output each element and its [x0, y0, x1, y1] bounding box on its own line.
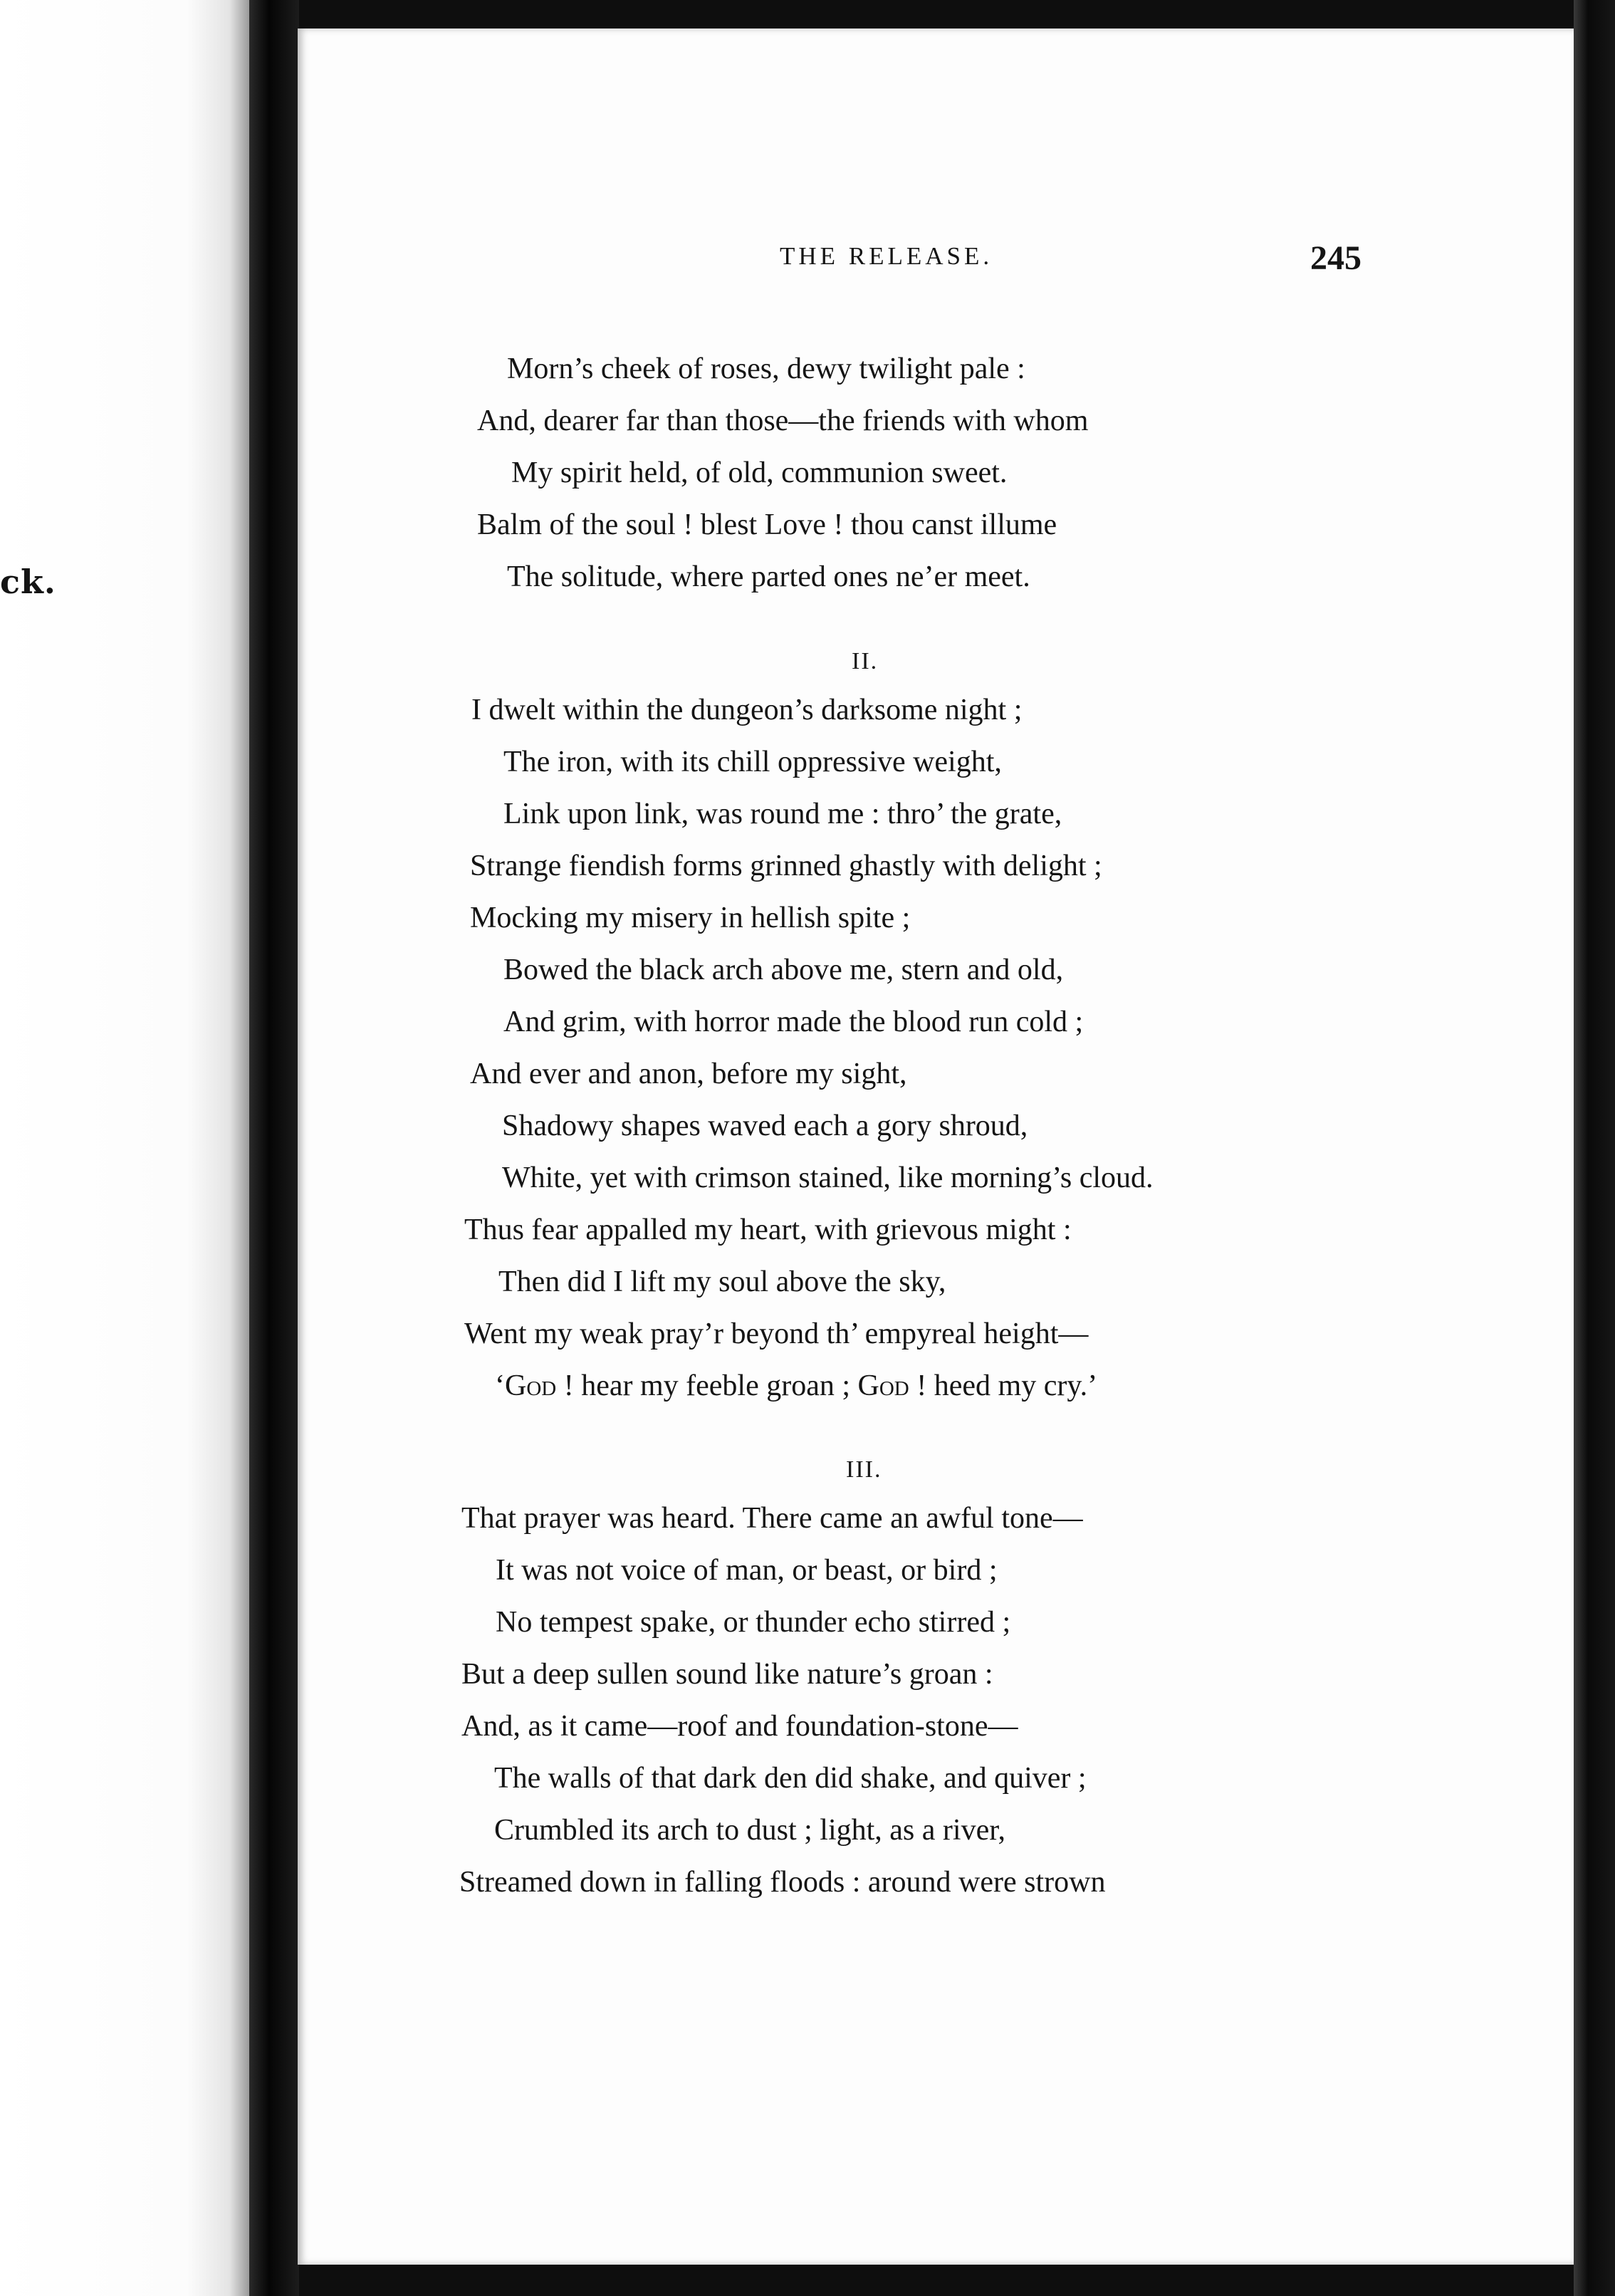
cry-line-god: God — [857, 1369, 909, 1402]
poem-line: Morn’s cheek of roses, dewy twilight pale : — [507, 353, 1025, 385]
poem-line: I dwelt within the dungeon’s darksome night ; — [471, 694, 1023, 726]
poem-line: And ever and anon, before my sight, — [470, 1058, 907, 1090]
poem-line: The walls of that dark den did shake, and quiver ; — [494, 1762, 1087, 1795]
cry-line-open: ‘ — [495, 1369, 505, 1402]
poem-line: And grim, with horror made the blood run cold ; — [503, 1006, 1084, 1038]
poem-line: Balm of the soul ! blest Love ! thou canst illume — [477, 508, 1057, 541]
poem-line: That prayer was heard. There came an awful tone— — [461, 1502, 1083, 1535]
cry-line-middle: ! hear my feeble groan ; — [556, 1369, 858, 1402]
poem-line: The iron, with its chill oppressive weight, — [503, 746, 1002, 778]
poem-line: The solitude, where parted ones ne’er meet. — [507, 560, 1030, 593]
running-title: THE RELEASE. — [780, 242, 993, 270]
poem-line: And, dearer far than those—the friends with whom — [477, 405, 1089, 437]
poem-line: My spirit held, of old, communion sweet. — [511, 456, 1008, 489]
book-right-edge — [1574, 0, 1615, 2296]
poem-line: Then did I lift my soul above the sky, — [498, 1266, 946, 1298]
left-page — [0, 0, 249, 2296]
poem-line: Crumbled its arch to dust ; light, as a river, — [494, 1814, 1006, 1847]
poem-line: Strange fiendish forms grinned ghastly with delight ; — [470, 850, 1102, 882]
poem-line: And, as it came—roof and foundation-stone— — [461, 1710, 1018, 1743]
poem-line: Went my weak pray’r beyond th’ empyreal height— — [464, 1317, 1089, 1350]
stanza-number: II. — [852, 648, 879, 674]
stanza-number: III. — [846, 1456, 882, 1483]
page-number: 245 — [1310, 239, 1361, 277]
poem-line: It was not voice of man, or beast, or bird ; — [496, 1554, 998, 1587]
poem-line: White, yet with crimson stained, like morning’s cloud. — [502, 1162, 1154, 1194]
poem-line: Link upon link, was round me : thro’ the grate, — [503, 798, 1062, 830]
cry-line-god: God — [505, 1369, 557, 1402]
poem-line: Shadowy shapes waved each a gory shroud, — [502, 1110, 1028, 1142]
cry-line-end: ! heed my cry.’ — [909, 1369, 1098, 1402]
poem-line: Streamed down in falling floods : around were strown — [459, 1866, 1106, 1899]
left-page-fragment: ck. — [0, 563, 56, 601]
book-gutter — [249, 0, 299, 2296]
poem-line — [495, 1371, 1097, 1401]
poem-line: Bowed the black arch above me, stern and old, — [503, 954, 1064, 986]
poem-line: Thus fear appalled my heart, with grievous might : — [464, 1214, 1072, 1246]
poem-line: Mocking my misery in hellish spite ; — [470, 902, 911, 934]
poem-line: No tempest spake, or thunder echo stirred ; — [496, 1606, 1011, 1639]
poem-line: But a deep sullen sound like nature’s groan : — [461, 1658, 993, 1691]
